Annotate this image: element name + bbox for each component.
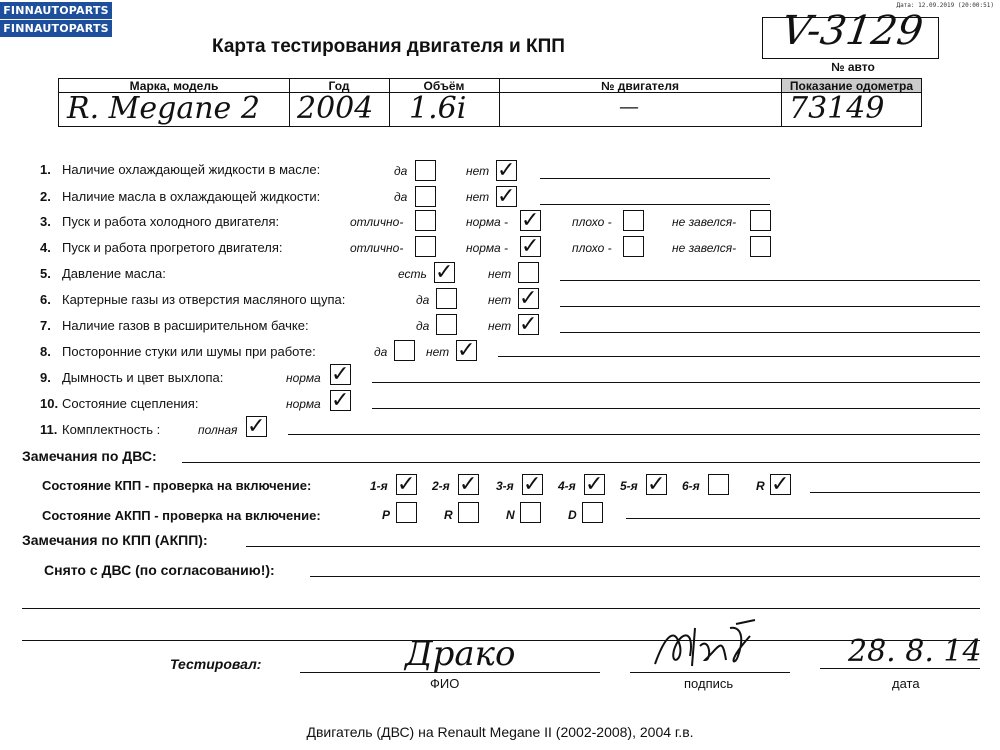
- check-mark-icon: ✓: [519, 286, 538, 311]
- q3-number: 3.: [40, 214, 51, 229]
- kpp-gear-6-label: 6-я: [682, 479, 700, 493]
- check-mark-icon: ✓: [523, 472, 542, 497]
- q5-remark-line: [560, 280, 980, 281]
- kpp-gear-2-label: 2-я: [432, 479, 450, 493]
- value-model: R. Megane 2: [67, 91, 260, 126]
- removed-line-2: [22, 608, 980, 609]
- q3-opt-excellent: отлично-: [350, 215, 404, 229]
- akpp-gear-d-checkbox[interactable]: [582, 502, 603, 523]
- q10-remark-line: [372, 408, 980, 409]
- q8-checkbox-net[interactable]: [456, 340, 477, 361]
- q8-checkbox-da[interactable]: [394, 340, 415, 361]
- q2-remark-line: [540, 204, 770, 205]
- q5-opt-no: нет: [488, 267, 512, 281]
- q4-number: 4.: [40, 240, 51, 255]
- tester-name: Драко: [405, 634, 516, 674]
- q4-opt-bad: плохо -: [572, 241, 612, 255]
- q11-opt-full: полная: [198, 423, 238, 437]
- q6-remark-line: [560, 306, 980, 307]
- date-label: дата: [892, 676, 920, 691]
- check-mark-icon: ✓: [247, 414, 266, 439]
- kpp-gear-1-checkbox[interactable]: [396, 474, 417, 495]
- engine-remarks-line: [182, 462, 980, 463]
- q3-opt-no-start: не завелся-: [672, 215, 737, 229]
- kpp-remarks-label: Замечания по КПП (АКПП):: [22, 532, 208, 548]
- header-engine-number: № двигателя: [601, 79, 679, 93]
- auto-number-label: № авто: [831, 60, 875, 74]
- q3-checkbox-normal[interactable]: [520, 210, 541, 231]
- check-mark-icon: ✓: [331, 362, 350, 387]
- q7-text: Наличие газов в расширительном бачке:: [62, 318, 309, 333]
- q11-remark-line: [288, 434, 980, 435]
- q7-number: 7.: [40, 318, 51, 333]
- q2-checkbox-net[interactable]: [496, 186, 517, 207]
- akpp-gear-n-checkbox[interactable]: [520, 502, 541, 523]
- q1-number: 1.: [40, 162, 51, 177]
- q7-opt-net: нет: [488, 319, 512, 333]
- q2-text: Наличие масла в охлаждающей жидкости:: [62, 189, 321, 204]
- q4-checkbox-bad[interactable]: [623, 236, 644, 257]
- q2-opt-net: нет: [466, 190, 490, 204]
- akpp-gear-r-checkbox[interactable]: [458, 502, 479, 523]
- removed-label: Снято с ДВС (по согласованию!):: [44, 562, 275, 578]
- kpp-gear-5-checkbox[interactable]: [646, 474, 667, 495]
- value-year: 2004: [297, 91, 374, 126]
- header-model: Марка, модель: [129, 79, 219, 93]
- value-engine-number: —: [619, 94, 639, 118]
- q3-checkbox-excellent[interactable]: [415, 210, 436, 231]
- test-date: 28. 8. 14: [848, 634, 982, 669]
- q6-number: 6.: [40, 292, 51, 307]
- q3-checkbox-no-start[interactable]: [750, 210, 771, 231]
- q9-text: Дымность и цвет выхлопа:: [62, 370, 224, 385]
- vehicle-info-table: [58, 78, 922, 127]
- q7-remark-line: [560, 332, 980, 333]
- q6-checkbox-net[interactable]: [518, 288, 539, 309]
- q9-number: 9.: [40, 370, 51, 385]
- q3-opt-bad: плохо -: [572, 215, 612, 229]
- q11-checkbox-full[interactable]: [246, 416, 267, 437]
- check-mark-icon: ✓: [497, 184, 516, 209]
- q2-opt-da: да: [394, 190, 408, 204]
- q1-checkbox-da[interactable]: [415, 160, 436, 181]
- signature-line: [630, 672, 790, 673]
- q1-text: Наличие охлаждающей жидкости в масле:: [62, 162, 321, 177]
- kpp-gear-5-label: 5-я: [620, 479, 638, 493]
- header-odometer: Показание одометра: [789, 79, 914, 93]
- tested-label: Тестировал:: [170, 656, 262, 672]
- q4-checkbox-excellent[interactable]: [415, 236, 436, 257]
- q9-checkbox-normal[interactable]: [330, 364, 351, 385]
- watermark-logo-bottom: FINNAUTOPARTS: [0, 20, 112, 37]
- kpp-gear-4-label: 4-я: [558, 479, 576, 493]
- q6-text: Картерные газы из отверстия масляного щупа:: [62, 292, 346, 307]
- kpp-label: Состояние КПП - проверка на включение:: [42, 478, 312, 493]
- q7-opt-da: да: [416, 319, 430, 333]
- q3-checkbox-bad[interactable]: [623, 210, 644, 231]
- q8-text: Посторонние стуки или шумы при работе:: [62, 344, 316, 359]
- q6-opt-net: нет: [488, 293, 512, 307]
- akpp-gear-r-label: R: [444, 508, 453, 522]
- akpp-gear-n-label: N: [506, 508, 515, 522]
- q2-number: 2.: [40, 189, 51, 204]
- check-mark-icon: ✓: [457, 338, 476, 363]
- kpp-gear-3-checkbox[interactable]: [522, 474, 543, 495]
- q2-checkbox-da[interactable]: [415, 186, 436, 207]
- akpp-remark-line: [626, 518, 980, 519]
- q10-text: Состояние сцепления:: [62, 396, 199, 411]
- q10-opt-normal: норма: [286, 397, 321, 411]
- kpp-remarks-line: [246, 546, 980, 547]
- q9-remark-line: [372, 382, 980, 383]
- check-mark-icon: ✓: [519, 312, 538, 337]
- kpp-gear-2-checkbox[interactable]: [458, 474, 479, 495]
- check-mark-icon: ✓: [585, 472, 604, 497]
- value-odometer: 73149: [789, 91, 885, 126]
- value-volume: 1.6i: [409, 91, 467, 126]
- engine-remarks-label: Замечания по ДВС:: [22, 448, 157, 464]
- check-mark-icon: ✓: [435, 260, 454, 285]
- page-title: Карта тестирования двигателя и КПП: [212, 36, 565, 57]
- q5-text: Давление масла:: [62, 266, 166, 281]
- kpp-gear-1-label: 1-я: [370, 479, 388, 493]
- caption: Двигатель (ДВС) на Renault Megane II (2002-2008), 2004 г.в.: [306, 724, 694, 740]
- q3-opt-normal: норма -: [466, 215, 509, 229]
- fio-label: ФИО: [430, 676, 460, 691]
- q5-number: 5.: [40, 266, 51, 281]
- akpp-label: Состояние АКПП - проверка на включение:: [42, 508, 321, 523]
- q8-number: 8.: [40, 344, 51, 359]
- check-mark-icon: ✓: [521, 234, 540, 259]
- q1-opt-net: нет: [466, 164, 490, 178]
- signature-scribble: [650, 616, 760, 674]
- q4-checkbox-no-start[interactable]: [750, 236, 771, 257]
- q9-opt-normal: норма: [286, 371, 321, 385]
- q11-text: Комплектность :: [62, 422, 161, 437]
- print-date: Дата: 12.09.2019 (20:00:51): [896, 2, 994, 9]
- check-mark-icon: ✓: [497, 158, 516, 183]
- q4-opt-no-start: не завелся-: [672, 241, 737, 255]
- watermark-logo-top: FINNAUTOPARTS: [0, 2, 112, 19]
- q4-checkbox-normal[interactable]: [520, 236, 541, 257]
- q1-checkbox-net[interactable]: [496, 160, 517, 181]
- removed-line-1: [310, 576, 980, 577]
- q8-opt-da: да: [374, 345, 388, 359]
- kpp-gear-6-checkbox[interactable]: [708, 474, 729, 495]
- signature-label: подпись: [684, 676, 734, 691]
- kpp-gear-3-label: 3-я: [496, 479, 514, 493]
- check-mark-icon: ✓: [521, 208, 540, 233]
- q5-checkbox-yes[interactable]: [434, 262, 455, 283]
- check-mark-icon: ✓: [397, 472, 416, 497]
- auto-number-value: V-3129: [778, 8, 926, 54]
- q6-checkbox-da[interactable]: [436, 288, 457, 309]
- fio-line: [300, 672, 600, 673]
- kpp-gear-r-checkbox[interactable]: [770, 474, 791, 495]
- q4-opt-normal: норма -: [466, 241, 509, 255]
- q8-opt-net: нет: [426, 345, 450, 359]
- kpp-gear-4-checkbox[interactable]: [584, 474, 605, 495]
- check-mark-icon: ✓: [459, 472, 478, 497]
- q6-opt-da: да: [416, 293, 430, 307]
- q10-checkbox-normal[interactable]: [330, 390, 351, 411]
- akpp-gear-p-label: P: [382, 508, 391, 522]
- q4-text: Пуск и работа прогретого двигателя:: [62, 240, 283, 255]
- date-line: [820, 668, 980, 669]
- q1-remark-line: [540, 178, 770, 179]
- q8-remark-line: [498, 356, 980, 357]
- q10-number: 10.: [40, 396, 59, 411]
- kpp-gear-r-label: R: [756, 479, 765, 493]
- q5-opt-yes: есть: [398, 267, 427, 281]
- header-year: Год: [328, 79, 350, 93]
- q5-checkbox-no[interactable]: [518, 262, 539, 283]
- q4-opt-excellent: отлично-: [350, 241, 404, 255]
- signature-icon: [650, 616, 760, 674]
- header-volume: Объём: [423, 79, 465, 93]
- akpp-gear-p-checkbox[interactable]: [396, 502, 417, 523]
- q7-checkbox-da[interactable]: [436, 314, 457, 335]
- check-mark-icon: ✓: [647, 472, 666, 497]
- akpp-gear-d-label: D: [568, 508, 577, 522]
- kpp-remark-line: [810, 492, 980, 493]
- q7-checkbox-net[interactable]: [518, 314, 539, 335]
- q1-opt-da: да: [394, 164, 408, 178]
- q3-text: Пуск и работа холодного двигателя:: [62, 214, 280, 229]
- check-mark-icon: ✓: [331, 388, 350, 413]
- check-mark-icon: ✓: [771, 472, 790, 497]
- q11-number: 11.: [40, 422, 58, 437]
